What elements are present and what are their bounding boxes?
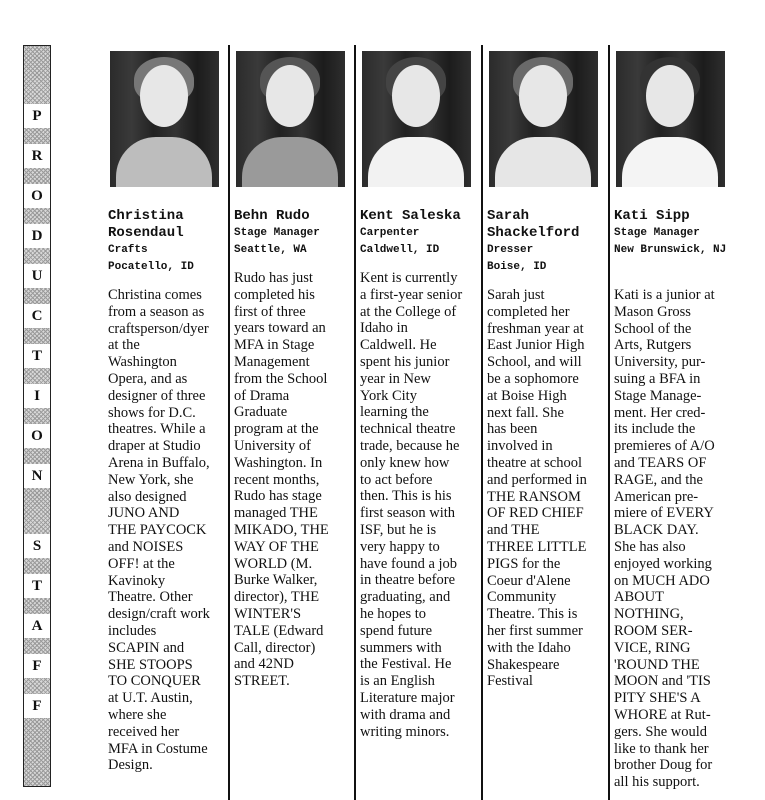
sidebar-letter: O [24,184,50,208]
staff-info [487,208,606,276]
staff-info [360,208,479,259]
sidebar-letter: U [24,264,50,288]
sidebar-letter: C [24,304,50,328]
staff-info [234,208,352,259]
staff-info [614,208,738,259]
sidebar-letter: R [24,144,50,168]
staff-bio: Sarah just completed her freshman year at East Junior High School, and will be a sophomore at Boise High next fall. She has been involved in theatre at school and performed in THE RANSOM OF RED CHIEF and THE THREE LITTLE PIGS for the Coeur d'Alene Community Theatre. This is her first summer with the Idaho Shakespeare Festival [487,287,587,690]
staff-photo [110,51,219,187]
staff-photo [489,51,598,187]
staff-photo [616,51,725,187]
staff-name: Christina Rosendaul [108,208,184,241]
staff-photo [236,51,345,187]
staff-role: Stage Manager [234,227,320,239]
sidebar-letter: P [24,104,50,128]
staff-name: Sarah Shackelford [487,208,580,241]
staff-info [108,208,226,276]
staff-photo [362,51,471,187]
staff-hometown: New Brunswick, NJ [614,244,727,256]
sidebar-letter: I [24,384,50,408]
sidebar-letter: F [24,654,50,678]
staff-hometown: Seattle, WA [234,244,307,256]
staff-role: Stage Manager [614,227,700,239]
staff-bio: Kent is currently a first-year senior at the College of Idaho in Caldwell. He spent his junior year in New York City learning the technical theatre trade, because he only knew how to act before then. This is his first season with ISF, but he is very happy to have found a job in theatre before graduating, and he hopes to spend future summers with the Festival. He is an English Literature major with drama and writing minors. [360,270,463,740]
staff-bio: Rudo has just completed his first of three years toward an MFA in Stage Management from the School of Drama Graduate program at the University of Washington. In recent months, Rudo has stage managed THE MIKADO, THE WAY OF THE WORLD (M. Burke Walker, director), THE WINTER'S TALE (Edward Call, director) and 42ND STREET. [234,270,329,690]
staff-role: Carpenter [360,227,420,239]
staff-name: Behn Rudo [234,208,310,224]
staff-name: Kati Sipp [614,208,690,224]
staff-hometown: Boise, ID [487,261,547,273]
sidebar-letter: F [24,694,50,718]
sidebar-letter: A [24,614,50,638]
sidebar-letter: D [24,224,50,248]
staff-card-kati [610,45,740,800]
staff-card-sarah [483,45,608,800]
sidebar-letter: T [24,344,50,368]
staff-card-kent [356,45,481,800]
staff-card-behn [230,45,354,800]
staff-bio: Kati is a junior at Mason Gross School of the Arts, Rutgers University, pur- suing a BFA in Stage Manage- ment. Her cred- its include the premieres of A/O and TEARS OF RAGE, and the American pre- miere of EVERY BLACK DAY. She has also enjoyed working on MUCH ADO ABOUT NOTHING, ROOM SER- VICE, RING 'ROUND THE MOON and 'TIS PITY SHE'S A WHORE at Rut- gers. She would like to thank her brother Doug for all his support. [614,287,715,791]
staff-hometown: Caldwell, ID [360,244,440,256]
staff-role: Crafts [108,244,148,256]
production-staff-sidebar [23,45,51,787]
staff-bio: Christina comes from a season as craftsperson/dyer at the Washington Opera, and as designer of three shows for D.C. theatres. While a draper at Studio Arena in Buffalo, New York, she also designed JUNO AND THE PAYCOCK and NOISES OFF! at the Kavinoky Theatre. Other design/craft work includes SCAPIN and SHE STOOPS TO CONQUER at U.T. Austin, where she received her MFA in Costume Design. [108,287,210,774]
sidebar-letter: T [24,574,50,598]
staff-card-christina [104,45,228,800]
sidebar-letter: O [24,424,50,448]
staff-hometown: Pocatello, ID [108,261,194,273]
sidebar-letter: N [24,464,50,488]
staff-role: Dresser [487,244,534,256]
sidebar-letter: S [24,534,50,558]
staff-name: Kent Saleska [360,208,461,224]
